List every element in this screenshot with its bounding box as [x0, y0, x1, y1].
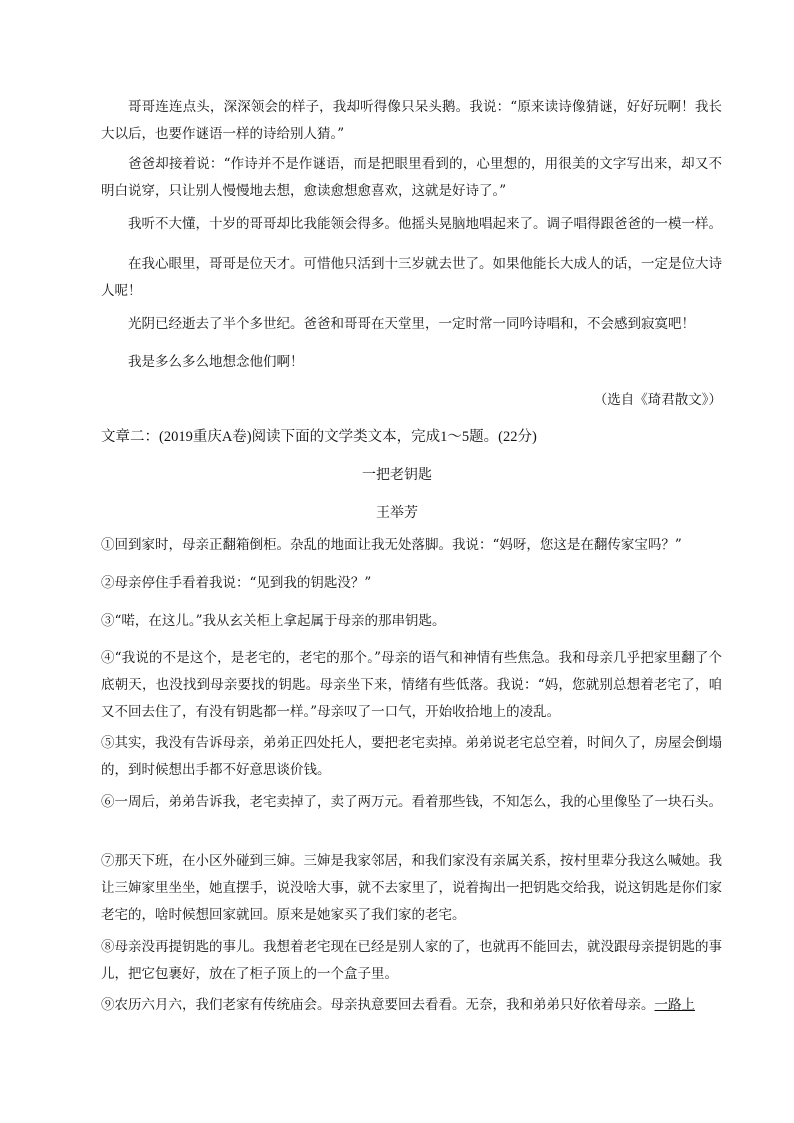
paragraph-6: 我是多么多么地想念他们啊！	[128, 354, 304, 370]
article-title: 一把老钥匙	[362, 467, 432, 483]
article-author: 王举芳	[376, 505, 418, 521]
paragraph-5: 光阴已经逝去了半个多世纪。爸爸和哥哥在天堂里，一定时常一同吟诗唱和，不会感到寂寞吧！	[128, 316, 695, 332]
article-paragraph-4: ④“我说的不是这个，是老宅的，老宅的那个。”母亲的语气和神情有些焦急。我和母亲几乎把家里翻了个底朝天，也没找到母亲要找的钥匙。母亲坐下来，情绪有些低落。我说：“妈，您就别总想着老宅了，咱又不回去住了，有没有钥匙都一样。”母亲叹了一口气，开始收拾地上的凌乱。	[101, 650, 722, 720]
paragraph-4: 在我心眼里，哥哥是位天才。可惜他只活到十三岁就去世了。如果他能长大成人的话，一定是位大诗人呢！	[101, 256, 722, 299]
source-note: （选自《琦君散文》）	[593, 392, 722, 408]
article-paragraph-9-text: ⑨农历六月六，我们老家有传统庙会。母亲执意要回去看看。无奈，我和弟弟只好依着母亲。	[101, 997, 655, 1013]
article-paragraph-1: ①回到家时，母亲正翻箱倒柜。杂乱的地面让我无处落脚。我说：“妈呀，您这是在翻传家宝吗？”	[101, 537, 682, 553]
article-paragraph-7: ⑦那天下班，在小区外碰到三婶。三婶是我家邻居，和我们家没有亲属关系，按村里辈分我这么喊她。我让三婶家里坐坐，她直摆手，说没啥大事，就不去家里了，说着掏出一把钥匙交给我，说这钥匙是你们家老宅的，啥时候想回家就回。原来是她家买了我们家的老宅。	[101, 853, 722, 923]
article-paragraph-6: ⑥一周后，弟弟告诉我，老宅卖掉了，卖了两万元。看着那些钱，不知怎么，我的心里像坠了一块石头。	[101, 794, 722, 810]
article-paragraph-3: ③“喏，在这儿。”我从玄关柜上拿起属于母亲的那串钥匙。	[101, 613, 446, 629]
paragraph-2: 爸爸却接着说：“作诗并不是作谜语，而是把眼里看到的，心里想的，用很美的文字写出来，却又不明白说穿，只让别人慢慢地去想，愈读愈想愈喜欢，这就是好诗了。”	[101, 156, 722, 199]
article-paragraph-9	[101, 992, 722, 1019]
paragraph-3: 我听不大懂，十岁的哥哥却比我能领会得多。他摇头晃脑地唱起来了。调子唱得跟爸爸的一模一样。	[128, 216, 722, 232]
section-heading: 文章二：(2019重庆A卷)阅读下面的文学类文本，完成1～5题。(22分)	[101, 429, 537, 445]
underlined-phrase: 一路上	[654, 997, 695, 1013]
article-paragraph-8: ⑧母亲没再提钥匙的事儿。我想着老宅现在已经是别人家的了，也就再不能回去，就没跟母亲提钥匙的事儿，把它包裹好，放在了柜子顶上的一个盒子里。	[101, 939, 722, 982]
paragraph-1: 哥哥连连点头，深深领会的样子，我却听得像只呆头鹅。我说：“原来读诗像猜谜，好好玩啊！我长大以后，也要作谜语一样的诗给别人猜。”	[101, 99, 722, 142]
article-paragraph-5: ⑤其实，我没有告诉母亲，弟弟正四处托人，要把老宅卖掉。弟弟说老宅总空着，时间久了，房屋会倒塌的，到时候想出手都不好意思谈价钱。	[101, 735, 722, 778]
article-paragraph-2: ②母亲停住手看着我说：“见到我的钥匙没？”	[101, 575, 372, 591]
